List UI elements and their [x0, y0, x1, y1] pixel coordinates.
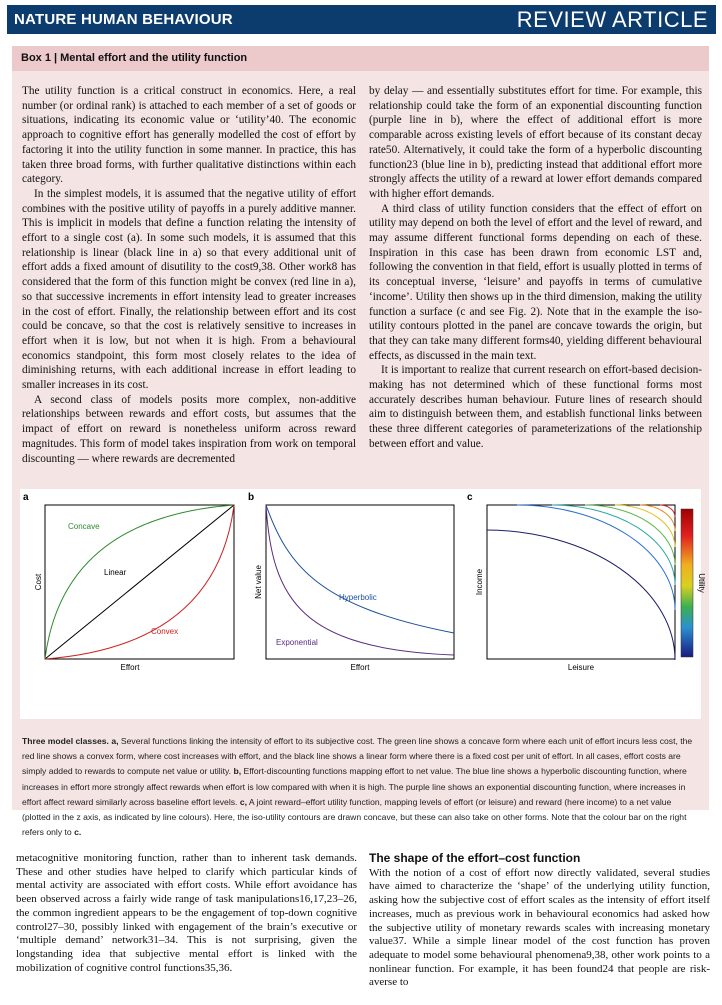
paragraph: A third class of utility function considers that the effect of effort on utility may depend on both the level of effort and the level of reward, and may assume different functional forms depending on each of these. Inspiration in this case has been drawn from economic LST and, following the convention in that field, effort is usually plotted in terms of its conceptual inverse, ‘leisure’ and payoffs in terms of cumulative ‘income’. Utility then shows up in the third dimension, making the utility function a surface (c and see Fig. 2). Note that in the example the iso-utility contours plotted in the panel are concave towards the origin, but that they can take many different forms40, yielding different behavioural effects, as discussed in the main text.: [369, 202, 702, 362]
paragraph: In the simplest models, it is assumed that the negative utility of effort combines with the positive utility of payoffs in a purely additive manner. This is implicit in models that define a function relating the intensity of effort to a single cost (a). In some such models, it is assumed that this relationship is linear (black line in a) so that every additional unit of effort adds a fixed amount of disutility to the cost9,38. Other work8 has considered that the form of this function might be convex (red line in a), so that successive increments in effort intensity lead to greater increases in the cost of effort. Finally, the relationship between effort and its cost could be concave, so that the cost is relatively sensitive to increases in effort when it is low, but not when it is high. From a behavioural economics standpoint, this form most closely relates to the idea of diminishing returns, with each additional increase in effort leading to smaller increases in its cost.: [22, 187, 356, 392]
colorbar-label: Utility: [697, 573, 706, 593]
panel-c-frame: [487, 505, 675, 659]
paragraph: It is important to realize that current research on effort-based decision-making has not determined which of these functional forms most accurately describes human behaviour. Future lines of research should aim to distinguish between them, and establish functional links between these three different categories of parameterizations of the relationship between effort and value.: [369, 364, 702, 450]
paragraph: A second class of models posits more complex, non-additive relationships between rewards and effort costs, but assumes that the impact of effort on reward is nonetheless uniform across reward magnitudes. This form of model takes inspiration from work on temporal discounting — where rewards are decremented: [22, 393, 356, 465]
caption-text-b: Effort-discounting functions mapping effort to net value. The blue line shows a hyperbolic discounting function, where increases in effort more strongly affect rewards when effort is low compared with when it is high. The purple line shows an exponential discounting function, where increases in effort affect reward similarly across baseline effort levels.: [22, 766, 687, 807]
body-column-right: [369, 852, 710, 990]
paragraph: With the notion of a cost of effort now directly validated, several studies have aimed to characterize the ‘shape’ of the underlying utility function, asking how the subjective cost of effort scales as the intensity of effort itself increases, much as previous work in behavioural economics had asked how the subjective utility of monetary rewards scales with increasing monetary value37. While a simple linear model of the cost function has proven adequate to model some behavioural phenomena9,38, other work points to a nonlinear function. For example, it has been found24 that people are risk-averse to: [369, 866, 710, 989]
box-column-right: [369, 84, 702, 452]
paragraph: metacognitive monitoring function, rather than to inherent task demands. These and other studies have helped to clarify which particular kinds of mental activity are associated with effort costs. While effort avoidance has been observed across a fairly wide range of task manipulations16,17,23–26, the common ingredient appears to be the engagement of top-down cognitive control27–30, possibly linked with engagement of the brain’s executive or ‘multiple demand’ network31–34. This is not surprising, given the longstanding idea that subjective mental effort is linked with the mobilization of cognitive control functions35,36.: [16, 852, 357, 974]
box-column-left: [22, 84, 356, 466]
panel-b-frame: [266, 505, 454, 659]
panel-a-ylabel: Cost: [34, 573, 43, 591]
panel-c-xlabel: Leisure: [567, 663, 595, 672]
section-heading: The shape of the effort–cost function: [369, 851, 581, 865]
info-box: [12, 46, 709, 838]
utility-colorbar: [681, 509, 693, 657]
hyperbolic-label: Hyperbolic: [339, 593, 377, 602]
panel-b-xlabel: Effort: [350, 663, 370, 672]
caption-title: Three model classes.: [22, 736, 109, 746]
panel-b-letter: b: [248, 492, 255, 503]
caption-text-a: Several functions linking the intensity of effort to its subjective cost. The green line shows a concave form where each unit of effort incurs less cost, the red line shows a convex form, where cost increases with effort, and the black line shows a linear form where there is a fixed cost per unit of effort. In all cases, effort costs are simply added to rewards to compute net value or utility.: [22, 736, 693, 777]
caption-text-c: A joint reward–effort utility function, mapping levels of effort (or leisure) and reward (here income) to a net value (plotted in the z axis, as indicated by line colours). Here, the iso-utility contours are drawn concave, but these can also take on other forms. Note that the colour bar on the right refers only to: [22, 796, 687, 838]
panel-c-letter: c: [467, 492, 473, 503]
caption-ref-c: c,: [239, 796, 247, 807]
caption-ref-a: a,: [111, 736, 119, 746]
figure-caption: [22, 734, 702, 840]
linear-label: Linear: [104, 568, 127, 577]
convex-label: Convex: [151, 627, 179, 636]
journal-header: [7, 5, 716, 34]
paragraph: by delay — and essentially substitutes effort for time. For example, this relationship could take the form of an exponential discounting function (purple line in b), where the effect of additional effort is more comparable across existing levels of effort because of its constant decay rate50. Alternatively, it could take the form of a hyperbolic discounting function23 (blue line in b), predicting instead that additional effort more strongly affects the utility of a reward at lower effort demands compared with higher effort demands.: [369, 85, 702, 200]
journal-name: NATURE HUMAN BEHAVIOUR: [14, 11, 233, 28]
article-type: REVIEW ARTICLE: [516, 7, 708, 32]
figure-svg: [20, 489, 706, 719]
paragraph: The utility function is a critical construct in economics. Here, a real number (or ordinal rank) is attached to each member of a set of goods or situations, indicating its economic value or ‘utility’40. The economic approach to cognitive effort has generally modelled the cost of effort by factoring it into the utility function in some manner. In practice, this has taken three broad forms, with further qualitative distinctions within each category.: [22, 85, 356, 186]
figure-panels: [20, 489, 706, 719]
box-title-bar: [12, 46, 709, 71]
panel-b-ylabel: Net value: [254, 565, 263, 599]
panel-a-xlabel: Effort: [120, 663, 140, 672]
caption-ref-c-end: c.: [74, 827, 82, 838]
caption-ref-b: b,: [233, 766, 242, 777]
box-title: Box 1 | Mental effort and the utility function: [21, 52, 248, 64]
body-column-left: [16, 852, 357, 975]
panel-c-ylabel: Income: [475, 568, 484, 596]
panel-a-letter: a: [23, 492, 29, 503]
concave-label: Concave: [68, 522, 100, 531]
exponential-label: Exponential: [276, 638, 318, 647]
